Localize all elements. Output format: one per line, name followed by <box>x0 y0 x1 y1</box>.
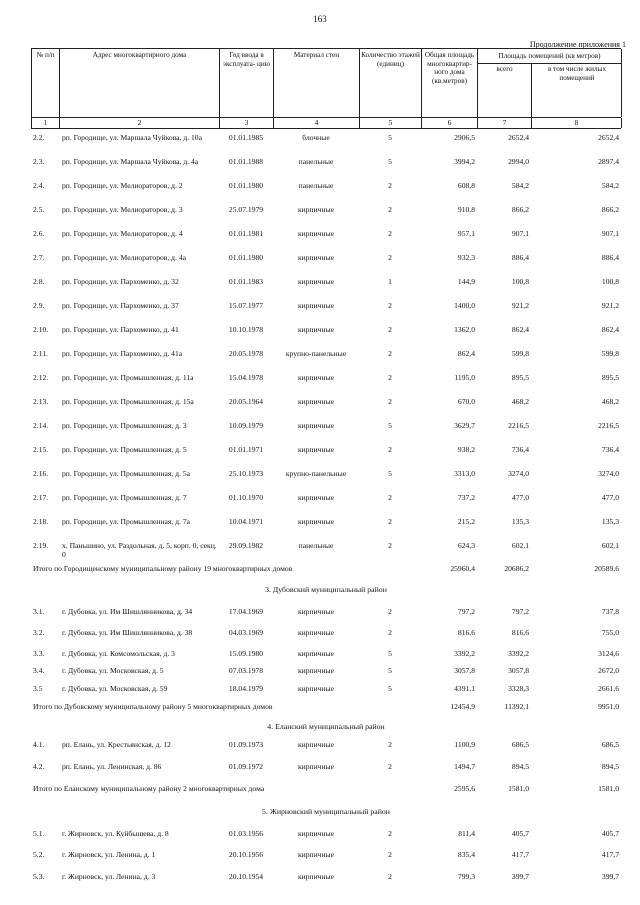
table-cell: 9951,0 <box>598 702 619 711</box>
table-cell: кирпичные <box>297 325 335 334</box>
table-cell: 477,0 <box>601 493 619 502</box>
table-cell: 584,2 <box>511 181 529 190</box>
table-cell: 895,5 <box>601 373 619 382</box>
table-cell: г. Дубовка, ул. Комсомольская, д. 3 <box>62 649 175 658</box>
table-cell: 2 <box>388 829 392 838</box>
table-cell: 2.14. <box>33 421 49 430</box>
table-cell: кирпичные <box>297 517 335 526</box>
table-cell: 3.2. <box>33 628 45 637</box>
table-cell: 2.13. <box>33 397 49 406</box>
table-cell: 135,3 <box>601 517 619 526</box>
table-cell: панельные <box>298 181 334 190</box>
table-cell: 2 <box>388 445 392 454</box>
table-cell: 2 <box>388 229 392 238</box>
col-number: 6 <box>422 118 478 128</box>
table-cell: 20589,6 <box>594 564 619 573</box>
table-cell: 2.19. <box>33 541 49 550</box>
table-cell: 3392,2 <box>508 649 529 658</box>
table-cell: рп. Елань, ул. Ленинская, д. 86 <box>62 762 162 771</box>
table-cell: 5 <box>388 684 392 693</box>
table-cell: 862,4 <box>457 349 475 358</box>
table-cell: кирпичные <box>297 253 335 262</box>
table-cell: рп. Городище, ул. Мелиораторов, д. 4а <box>62 253 187 262</box>
table-cell: 07.03.1978 <box>228 666 264 675</box>
table-cell: 2 <box>388 541 392 550</box>
section-title: 4. Еланский муниципальный район <box>267 722 385 731</box>
table-cell: 5 <box>388 421 392 430</box>
table-cell: кирпичные <box>297 850 335 859</box>
table-cell: 135,3 <box>511 517 529 526</box>
table-cell: 862,4 <box>511 325 529 334</box>
header-floors: Количество этажей (единиц) <box>360 49 422 117</box>
header-area-sub <box>478 64 621 117</box>
table-cell: 405,7 <box>601 829 619 838</box>
table-cell: 3629,7 <box>454 421 475 430</box>
table-cell: 2 <box>388 628 392 637</box>
col-number: 1 <box>32 118 60 128</box>
table-cell: рп. Городище, ул. Пархоменко, д. 32 <box>62 277 179 286</box>
table-cell: 4.2. <box>33 762 45 771</box>
table-cell: 2 <box>388 517 392 526</box>
table-cell: 01.03.1956 <box>228 829 264 838</box>
table-cell: 608,8 <box>457 181 475 190</box>
table-cell: 602,1 <box>601 541 619 550</box>
table-cell: 2652,4 <box>508 133 529 142</box>
table-cell: г. Дубовка, ул. Им Шишлянникова, д. 38 <box>62 628 193 637</box>
table-cell: 1362,0 <box>454 325 475 334</box>
table-cell: кирпичные <box>297 740 335 749</box>
table-header <box>31 48 621 117</box>
table-cell: 5 <box>388 666 392 675</box>
table-cell: 2.9. <box>33 301 45 310</box>
col-number: 5 <box>360 118 422 128</box>
table-cell: 20.05.1964 <box>228 397 264 406</box>
table-cell: 10.09.1979 <box>228 421 264 430</box>
table-cell: 957,1 <box>457 229 475 238</box>
table-cell: 736,4 <box>511 445 529 454</box>
table-cell: 938,2 <box>457 445 475 454</box>
table-cell: 1581,0 <box>598 784 619 793</box>
table-cell: 144,9 <box>457 277 475 286</box>
table-cell: рп. Городище, ул. Пархоменко, д. 41 <box>62 325 179 334</box>
table-cell: 5.3. <box>33 872 45 881</box>
table-cell: кирпичные <box>297 373 335 382</box>
table-cell: 1195,0 <box>454 373 475 382</box>
column-number-row <box>31 117 621 129</box>
table-cell: 2.11. <box>33 349 48 358</box>
table-cell: 737,8 <box>601 607 619 616</box>
table-cell: рп. Городище, ул. Промышленная, д. 3 <box>62 421 187 430</box>
table-cell: 3313,0 <box>454 469 475 478</box>
table-cell: Итого по Еланскому муниципальному району 2 многоквартирных дома <box>33 784 265 793</box>
header-area-all: всего <box>478 64 532 117</box>
table-cell: кирпичные <box>297 666 335 675</box>
table-cell: 12454,9 <box>450 702 475 711</box>
table-cell: 18.04.1979 <box>228 684 264 693</box>
table-cell: 797,2 <box>457 607 475 616</box>
table-cell: 2672,0 <box>598 666 619 675</box>
table-cell: кирпичные <box>297 421 335 430</box>
table-cell: кирпичные <box>297 829 335 838</box>
header-year: Год ввода в эксплуата- цию <box>220 49 274 117</box>
table-cell: 15.09.1980 <box>228 649 264 658</box>
table-cell: 468,2 <box>511 397 529 406</box>
table-cell: 2652,4 <box>598 133 619 142</box>
table-cell: 599,8 <box>511 349 529 358</box>
table-cell: 2 <box>388 872 392 881</box>
table-cell: 1494,7 <box>454 762 475 771</box>
table-cell: 17.04.1969 <box>228 607 264 616</box>
table-cell: 4391,1 <box>454 684 475 693</box>
table-cell: 11392,1 <box>504 702 529 711</box>
table-cell: 3392,2 <box>454 649 475 658</box>
table-cell: 797,2 <box>511 607 529 616</box>
table-cell: кирпичные <box>297 493 335 502</box>
table-cell: 5 <box>388 133 392 142</box>
table-cell: 2 <box>388 325 392 334</box>
table-cell: 2.10. <box>33 325 49 334</box>
table-cell: 886,4 <box>601 253 619 262</box>
table-cell: 2 <box>388 205 392 214</box>
table-cell: 01.01.1985 <box>228 133 264 142</box>
table-cell: 2.12. <box>33 373 49 382</box>
table-cell: 2595,6 <box>454 784 475 793</box>
table-cell: 907,1 <box>511 229 529 238</box>
continuation-note: Продолжение приложения 1 <box>529 40 626 49</box>
table-cell: 2 <box>388 253 392 262</box>
table-cell: 01.10.1970 <box>228 493 264 502</box>
table-cell: 1581,0 <box>508 784 529 793</box>
table-cell: 01.01.1981 <box>228 229 264 238</box>
table-cell: рп. Городище, ул. Маршала Чуйкова, д. 10а <box>62 133 202 142</box>
table-cell: панельные <box>298 157 334 166</box>
table-cell: 2 <box>388 349 392 358</box>
header-area-living: в том числе жилых помещений <box>547 65 607 82</box>
table-cell: г. Жирновск, ул. Ленина, д. 3 <box>62 872 156 881</box>
table-cell: 2.2. <box>33 133 45 142</box>
table-cell: рп. Городище, ул. Промышленная, д. 5а <box>62 469 191 478</box>
table-cell: 468,2 <box>601 397 619 406</box>
table-cell: кирпичные <box>297 684 335 693</box>
table-cell: 624,3 <box>457 541 475 550</box>
table-cell: 477,0 <box>511 493 529 502</box>
table-cell: 835,4 <box>457 850 475 859</box>
table-cell: 2.5. <box>33 205 45 214</box>
table-cell: 20.05.1978 <box>228 349 264 358</box>
table-cell: 100,8 <box>601 277 619 286</box>
table-cell: 01.01.1988 <box>228 157 264 166</box>
table-cell: рп. Городище, ул. Промышленная, д. 11а <box>62 373 194 382</box>
table-cell: 25960,4 <box>450 564 475 573</box>
table-cell: 3057,8 <box>454 666 475 675</box>
table-cell: 3057,8 <box>508 666 529 675</box>
table-cell: рп. Городище, ул. Промышленная, д. 5 <box>62 445 187 454</box>
table-cell: 01.01.1980 <box>228 181 264 190</box>
header-num: № п/п <box>32 49 60 117</box>
table-cell: 2994,0 <box>508 157 529 166</box>
table-cell: крупно-панельные <box>285 469 347 478</box>
table-cell: 2.16. <box>33 469 49 478</box>
table-cell: 866,2 <box>601 205 619 214</box>
table-cell: 417,7 <box>511 850 529 859</box>
table-cell: 816,6 <box>511 628 529 637</box>
table-cell: крупно-панельные <box>285 349 347 358</box>
table-cell: рп. Городище, ул. Промышленная, д. 15а <box>62 397 194 406</box>
section-title: 5. Жирновский муниципальный район <box>262 807 390 816</box>
table-cell: кирпичные <box>297 445 335 454</box>
col-number: 4 <box>274 118 360 128</box>
table-cell: кирпичные <box>297 205 335 214</box>
table-cell: х. Паньшино, ул. Раздольная, д. 5, корп. 0, секц. 0 <box>62 541 217 559</box>
table-cell: 2216,5 <box>508 421 529 430</box>
table-cell: 3274,0 <box>508 469 529 478</box>
table-cell: 01.01.1983 <box>228 277 264 286</box>
table-cell: 2.8. <box>33 277 45 286</box>
table-cell: 599,8 <box>601 349 619 358</box>
table-cell: 910,8 <box>457 205 475 214</box>
table-cell: 3.5 <box>33 684 43 693</box>
table-cell: 2 <box>388 762 392 771</box>
table-cell: 816,6 <box>457 628 475 637</box>
table-cell: 2 <box>388 607 392 616</box>
header-total-area: Общая площадь многоквартир- ного дома (кв.метров) <box>422 49 478 117</box>
table-cell: 894,5 <box>511 762 529 771</box>
col-number: 2 <box>60 118 220 128</box>
table-cell: кирпичные <box>297 628 335 637</box>
table-cell: 100,8 <box>511 277 529 286</box>
table-cell: 25.07.1979 <box>228 205 264 214</box>
header-area-title: Площадь помещений (кв метров) <box>478 49 621 64</box>
table-cell: 10.04.1971 <box>228 517 264 526</box>
table-cell: 20.10.1954 <box>228 872 264 881</box>
table-cell: 1100,9 <box>454 740 475 749</box>
table-cell: 1400,0 <box>454 301 475 310</box>
table-cell: 1 <box>388 277 392 286</box>
table-cell: 3124,6 <box>598 649 619 658</box>
table-cell: рп. Городище, ул. Маршала Чуйкова, д. 4а <box>62 157 199 166</box>
header-address: Адрес многоквартирного дома <box>60 49 220 117</box>
table-cell: 3.4. <box>33 666 45 675</box>
table-cell: 811,4 <box>458 829 475 838</box>
header-material: Материал стен <box>274 49 360 117</box>
table-cell: г. Дубовка, ул. Московская, д. 5 <box>62 666 164 675</box>
table-cell: 4.1. <box>33 740 45 749</box>
table-cell: 25.10.1973 <box>228 469 264 478</box>
table-cell: 3328,3 <box>508 684 529 693</box>
table-cell: 921,2 <box>511 301 529 310</box>
table-cell: 2 <box>388 397 392 406</box>
table-cell: рп. Городище, ул. Промышленная, д. 7а <box>62 517 191 526</box>
table-cell: 755,0 <box>601 628 619 637</box>
table-cell: 686,5 <box>511 740 529 749</box>
table-cell: 405,7 <box>511 829 529 838</box>
table-cell: 2.15. <box>33 445 49 454</box>
table-cell: 584,2 <box>601 181 619 190</box>
table-cell: 2 <box>388 493 392 502</box>
table-cell: рп. Городище, ул. Мелиораторов, д. 4 <box>62 229 183 238</box>
table-cell: 894,5 <box>601 762 619 771</box>
table-cell: 2.18. <box>33 517 49 526</box>
housing-table <box>31 48 621 881</box>
table-cell: 2 <box>388 373 392 382</box>
table-cell: 907,1 <box>601 229 619 238</box>
table-cell: 5 <box>388 157 392 166</box>
table-cell: 686,5 <box>601 740 619 749</box>
table-cell: г. Жирновск, ул. Ленина, д. 1 <box>62 850 156 859</box>
table-cell: 15.04.1978 <box>228 373 264 382</box>
table-cell: 215,2 <box>457 517 475 526</box>
table-cell: 2897,4 <box>598 157 619 166</box>
table-cell: 862,4 <box>601 325 619 334</box>
table-cell: 2661,6 <box>598 684 619 693</box>
table-cell: 5.1. <box>33 829 45 838</box>
table-cell: г. Жирновск, ул. Куйбышева, д. 8 <box>62 829 169 838</box>
table-cell: рп. Городище, ул. Мелиораторов, д. 3 <box>62 205 183 214</box>
table-cell: рп. Елань, ул. Крестьянская, д. 12 <box>62 740 171 749</box>
table-cell: 15.07.1977 <box>228 301 264 310</box>
table-cell: 20686,2 <box>504 564 529 573</box>
table-cell: 01.01.1971 <box>228 445 264 454</box>
table-cell: 866,2 <box>511 205 529 214</box>
table-cell: 01.01.1980 <box>228 253 264 262</box>
table-cell: кирпичные <box>297 229 335 238</box>
table-cell: 2 <box>388 850 392 859</box>
table-cell: кирпичные <box>297 762 335 771</box>
table-cell: г. Дубовка, ул. Им Шишлянникова, д. 34 <box>62 607 193 616</box>
col-number: 3 <box>220 118 274 128</box>
table-cell: 2.17. <box>33 493 49 502</box>
col-number: 7 <box>478 118 532 128</box>
table-cell: 799,3 <box>457 872 475 881</box>
table-cell: 399,7 <box>601 872 619 881</box>
header-area-group <box>478 49 622 117</box>
table-cell: 3274,0 <box>598 469 619 478</box>
table-cell: 2216,5 <box>598 421 619 430</box>
table-cell: рп. Городище, ул. Промышленная, д. 7 <box>62 493 187 502</box>
table-cell: 01.09.1972 <box>228 762 264 771</box>
table-cell: 399,7 <box>511 872 529 881</box>
table-cell: 895,5 <box>511 373 529 382</box>
table-cell: кирпичные <box>297 649 335 658</box>
table-cell: 5 <box>388 469 392 478</box>
table-cell: кирпичные <box>297 277 335 286</box>
table-cell: рп. Городище, ул. Пархоменко, д. 37 <box>62 301 179 310</box>
table-cell: 886,4 <box>511 253 529 262</box>
table-cell: 932,3 <box>457 253 475 262</box>
table-cell: 5.2. <box>33 850 45 859</box>
table-cell: кирпичные <box>297 872 335 881</box>
table-cell: 736,4 <box>601 445 619 454</box>
table-cell: кирпичные <box>297 397 335 406</box>
table-cell: 2.3. <box>33 157 45 166</box>
table-cell: 2906,5 <box>454 133 475 142</box>
section-title: 3. Дубовский муниципальный район <box>265 585 387 594</box>
table-cell: 10.10.1978 <box>228 325 264 334</box>
table-cell: 602,1 <box>511 541 529 550</box>
table-cell: 04.03.1969 <box>228 628 264 637</box>
table-cell: рп. Городище, ул. Мелиораторов, д. 2 <box>62 181 183 190</box>
table-cell: 417,7 <box>601 850 619 859</box>
table-cell: 2 <box>388 740 392 749</box>
table-cell: 3.1. <box>33 607 45 616</box>
table-cell: 737,2 <box>457 493 475 502</box>
table-cell: 20.10.1956 <box>228 850 264 859</box>
table-cell: 5 <box>388 649 392 658</box>
table-cell: 921,2 <box>601 301 619 310</box>
table-cell: Итого по Дубовскому муниципальному району 5 многоквартирных домов <box>33 702 273 711</box>
table-cell: Итого по Городищенскому муниципальному району 19 многоквартирных домов <box>33 564 293 573</box>
table-cell: рп. Городище, ул. Пархоменко, д. 41а <box>62 349 183 358</box>
table-cell: 29.09.1982 <box>228 541 264 550</box>
table-cell: 2.4. <box>33 181 45 190</box>
table-cell: блочные <box>302 133 330 142</box>
col-number: 8 <box>532 118 622 128</box>
table-cell: 2.7. <box>33 253 45 262</box>
page-number: 163 <box>313 14 327 24</box>
table-cell: г. Дубовка, ул. Московская, д. 59 <box>62 684 168 693</box>
table-cell: 2.6. <box>33 229 45 238</box>
table-cell: 01.09.1973 <box>228 740 264 749</box>
table-cell: 3994,2 <box>454 157 475 166</box>
table-cell: 3.3. <box>33 649 45 658</box>
table-cell: кирпичные <box>297 607 335 616</box>
table-cell: 670,0 <box>457 397 475 406</box>
table-cell: 2 <box>388 301 392 310</box>
table-cell: 2 <box>388 181 392 190</box>
table-cell: кирпичные <box>297 301 335 310</box>
table-cell: панельные <box>298 541 334 550</box>
